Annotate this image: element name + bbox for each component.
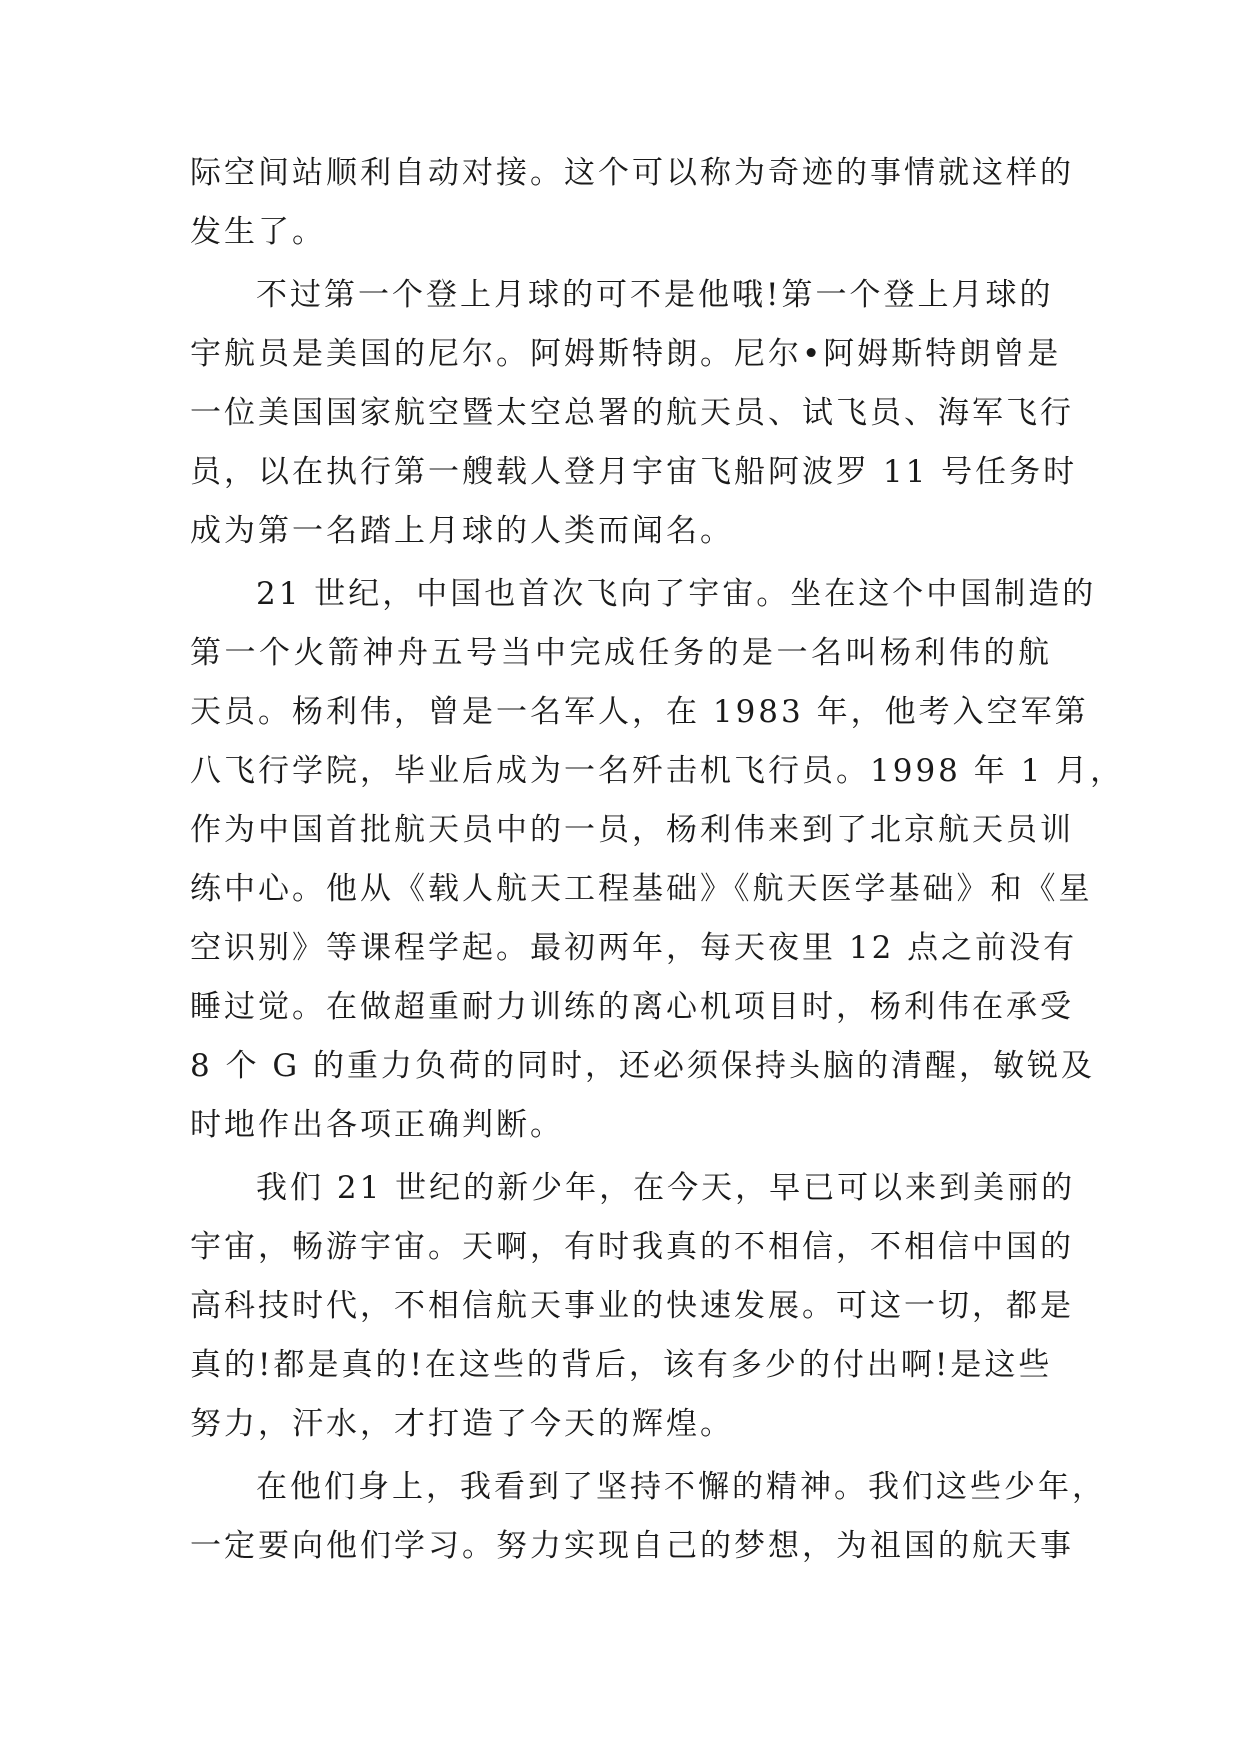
text-line: 21 世纪，中国也首次飞向了宇宙。坐在这个中国制造的 [256,576,1097,612]
text-line: 一位美国国家航空暨太空总署的航天员、试飞员、海军飞行 [190,395,1074,431]
text-line: 际空间站顺利自动对接。这个可以称为奇迹的事情就这样的 [190,155,1074,191]
text-line: 练中心。他从《载人航天工程基础》《航天医学基础》和《星 [190,871,1093,907]
document-body [190,155,1125,1565]
text-line: 不过第一个登上月球的可不是他哦!第一个登上月球的 [256,277,1054,313]
text-line: 8 个 G 的重力负荷的同时，还必须保持头脑的清醒，敏锐及 [190,1048,1096,1084]
paragraph [190,1170,1076,1443]
text-line: 在他们身上，我看到了坚持不懈的精神。我们这些少年， [256,1469,1106,1505]
text-line: 空识别》等课程学起。最初两年，每天夜里 12 点之前没有 [190,930,1078,966]
text-line: 成为第一名踏上月球的人类而闻名。 [190,513,734,549]
text-line: 真的!都是真的!在这些的背后，该有多少的付出啊!是这些 [190,1347,1053,1383]
text-line: 八飞行学院，毕业后成为一名歼击机飞行员。1998 年 1 月， [190,753,1125,789]
text-line: 作为中国首批航天员中的一员，杨利伟来到了北京航天员训 [190,812,1074,848]
text-line: 天员。杨利伟，曾是一名军人，在 1983 年，他考入空军第 [190,694,1089,730]
text-line: 一定要向他们学习。努力实现自己的梦想，为祖国的航天事 [190,1528,1074,1564]
text-line: 发生了。 [190,214,326,250]
paragraph [190,155,1074,251]
text-line: 高科技时代，不相信航天事业的快速发展。可这一切，都是 [190,1288,1074,1324]
text-line: 睡过觉。在做超重耐力训练的离心机项目时，杨利伟在承受 [190,989,1074,1025]
paragraph [190,576,1125,1144]
paragraph [190,1469,1106,1565]
text-line: 我们 21 世纪的新少年，在今天，早已可以来到美丽的 [256,1170,1076,1206]
text-line: 努力，汗水，才打造了今天的辉煌。 [190,1406,734,1442]
text-line: 员，以在执行第一艘载人登月宇宙飞船阿波罗 11 号任务时 [190,454,1078,490]
text-line: 时地作出各项正确判断。 [190,1107,564,1143]
text-line: 第一个火箭神舟五号当中完成任务的是一名叫杨利伟的航 [190,635,1052,671]
text-line: 宇航员是美国的尼尔。阿姆斯特朗。尼尔•阿姆斯特朗曾是 [190,336,1062,372]
paragraph [190,277,1078,550]
text-line: 宇宙，畅游宇宙。天啊，有时我真的不相信，不相信中国的 [190,1229,1074,1265]
